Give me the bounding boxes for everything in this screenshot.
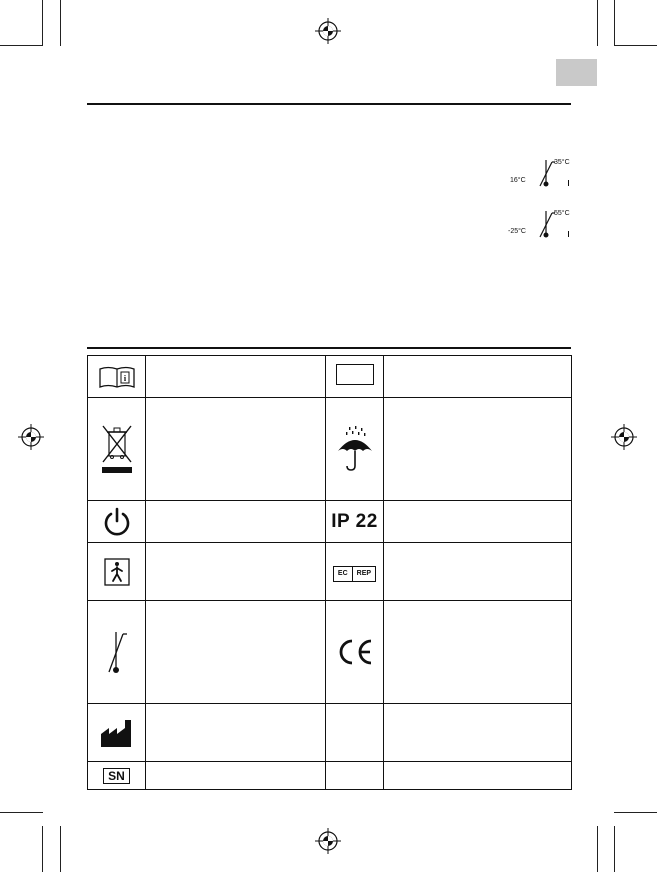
temp-low-label: 16°C — [510, 177, 526, 184]
ec-rep-icon — [333, 566, 376, 582]
table-row — [88, 601, 572, 704]
rep-label: REP — [352, 567, 375, 581]
symbol-cell — [326, 704, 384, 762]
tick-mark — [568, 231, 569, 237]
description-cell — [384, 543, 572, 601]
ip-rating-label: IP 22 — [331, 510, 378, 532]
crop-mark — [42, 0, 43, 46]
table-top-rule — [87, 347, 571, 349]
description-cell — [384, 762, 572, 790]
symbol-cell — [88, 501, 146, 543]
symbol-cell — [88, 762, 146, 790]
description-cell — [146, 356, 326, 398]
symbol-cell — [88, 543, 146, 601]
symbol-cell — [326, 501, 384, 543]
symbol-cell — [88, 601, 146, 704]
description-cell — [146, 762, 326, 790]
temp-high-label: 55°C — [554, 210, 570, 217]
symbol-cell — [326, 601, 384, 704]
temp-high-label: 35°C — [554, 159, 570, 166]
crop-mark — [60, 826, 61, 872]
power-standby-icon — [102, 507, 132, 537]
symbols-table — [87, 355, 572, 790]
table-row — [88, 543, 572, 601]
registration-mark-icon — [611, 424, 637, 450]
crop-mark — [614, 826, 615, 872]
instructions-book-icon — [98, 365, 136, 389]
description-cell — [384, 704, 572, 762]
registration-mark-icon — [315, 828, 341, 854]
section-tab-marker — [556, 59, 597, 86]
description-cell — [146, 543, 326, 601]
ec-label: EC — [337, 569, 348, 577]
table-row — [88, 704, 572, 762]
symbol-cell — [326, 762, 384, 790]
table-row — [88, 356, 572, 398]
operating-temperature-range — [510, 158, 578, 190]
crop-mark — [60, 0, 61, 46]
type-bf-applied-part-icon — [104, 558, 130, 586]
crop-mark — [614, 45, 657, 46]
crop-mark — [614, 0, 615, 46]
crop-mark — [597, 826, 598, 872]
description-cell — [146, 501, 326, 543]
serial-number-icon: SN — [103, 768, 130, 784]
header-rule — [87, 103, 571, 105]
weee-crossed-bin-icon — [97, 422, 137, 476]
description-cell — [384, 356, 572, 398]
keep-dry-umbrella-icon — [335, 425, 375, 473]
empty-box-icon — [336, 364, 374, 385]
symbol-cell — [326, 398, 384, 501]
symbol-cell — [88, 704, 146, 762]
crop-mark — [614, 812, 657, 813]
temp-low-label: -25°C — [508, 228, 526, 235]
symbol-cell — [326, 356, 384, 398]
description-cell — [384, 601, 572, 704]
thermometer-icon — [536, 209, 556, 239]
symbol-cell — [326, 543, 384, 601]
svg-text:i: i — [123, 373, 126, 383]
description-cell — [146, 704, 326, 762]
tick-mark — [568, 180, 569, 186]
table-row — [88, 398, 572, 501]
manufacturer-factory-icon — [99, 718, 135, 748]
description-cell — [146, 398, 326, 501]
crop-mark — [42, 826, 43, 872]
table-row — [88, 762, 572, 790]
description-cell — [384, 398, 572, 501]
table-row — [88, 501, 572, 543]
crop-mark — [597, 0, 598, 46]
registration-mark-icon — [315, 18, 341, 44]
symbol-cell — [88, 356, 146, 398]
thermometer-icon — [536, 158, 556, 188]
ce-mark-icon — [335, 638, 375, 666]
storage-temperature-range — [508, 209, 578, 241]
symbol-cell — [88, 398, 146, 501]
crop-mark — [0, 45, 43, 46]
description-cell — [384, 501, 572, 543]
crop-mark — [0, 812, 43, 813]
temperature-limit-icon — [104, 628, 130, 676]
registration-mark-icon — [18, 424, 44, 450]
description-cell — [146, 601, 326, 704]
